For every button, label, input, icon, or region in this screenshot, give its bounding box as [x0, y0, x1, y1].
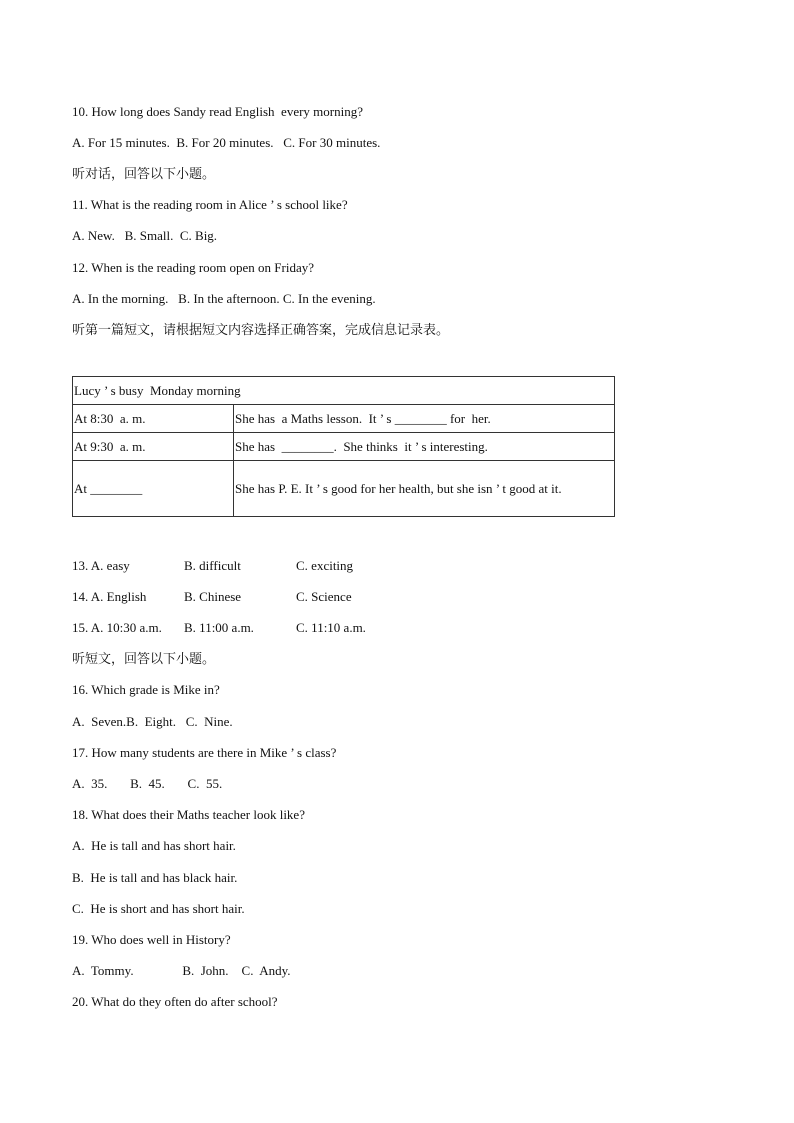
table-row: [73, 433, 615, 461]
question-12: 12. When is the reading room open on Friday?: [72, 260, 315, 275]
table-row: [73, 461, 615, 517]
table-cell-activity: She has ________. She thinks it ’ s interesting.: [234, 433, 615, 461]
choice-b: B. 11:00 a.m.: [184, 620, 254, 635]
question-10-options: A. For 15 minutes. B. For 20 minutes. C. For 30 minutes.: [72, 135, 381, 150]
question-17-options: A. 35. B. 45. C. 55.: [72, 776, 223, 791]
table-cell-activity: She has a Maths lesson. It ’ s ________ for her.: [234, 405, 615, 433]
choice-b: B. difficult: [184, 558, 241, 573]
info-record-table: [72, 376, 615, 517]
question-18-option-b: B. He is tall and has black hair.: [72, 870, 238, 885]
choice-c: C. Science: [296, 589, 352, 604]
question-18-option-c: C. He is short and has short hair.: [72, 901, 245, 916]
table-cell-activity: She has P. E. It ’ s good for her health, but she isn ’ t good at it.: [234, 461, 615, 517]
choice-a: 14. A. English: [72, 589, 147, 604]
question-11-options: A. New. B. Small. C. Big.: [72, 228, 218, 243]
question-20: 20. What do they often do after school?: [72, 994, 278, 1009]
question-10: 10. How long does Sandy read English every morning?: [72, 104, 364, 119]
choice-a: 13. A. easy: [72, 558, 130, 573]
question-18: 18. What does their Maths teacher look like?: [72, 807, 305, 822]
choice-c: C. 11:10 a.m.: [296, 620, 366, 635]
question-16: 16. Which grade is Mike in?: [72, 682, 220, 697]
table-cell-time: At 8:30 a. m.: [73, 405, 234, 433]
question-16-options: A. Seven.B. Eight. C. Nine.: [72, 714, 233, 729]
question-12-options: A. In the morning. B. In the afternoon. C. In the evening.: [72, 291, 376, 306]
choice-a: 15. A. 10:30 a.m.: [72, 620, 162, 635]
short-passage-instruction: 听短文，回答以下小题。: [72, 651, 216, 666]
table-header: Lucy ’ s busy Monday morning: [73, 377, 615, 405]
question-18-option-a: A. He is tall and has short hair.: [72, 838, 236, 853]
table-cell-time: At ________: [73, 461, 234, 517]
table-cell-time: At 9:30 a. m.: [73, 433, 234, 461]
choice-b: B. Chinese: [184, 589, 242, 604]
question-17: 17. How many students are there in Mike ’ s class?: [72, 745, 337, 760]
passage-instruction: 听第一篇短文，请根据短文内容选择正确答案，完成信息记录表。: [72, 322, 450, 337]
dialog-instruction: 听对话，回答以下小题。: [72, 166, 216, 181]
table-row: [73, 405, 615, 433]
choice-c: C. exciting: [296, 558, 354, 573]
question-11: 11. What is the reading room in Alice ’ s school like?: [72, 197, 348, 212]
question-19: 19. Who does well in History?: [72, 932, 231, 947]
question-19-options: A. Tommy. B. John. C. Andy.: [72, 963, 291, 978]
